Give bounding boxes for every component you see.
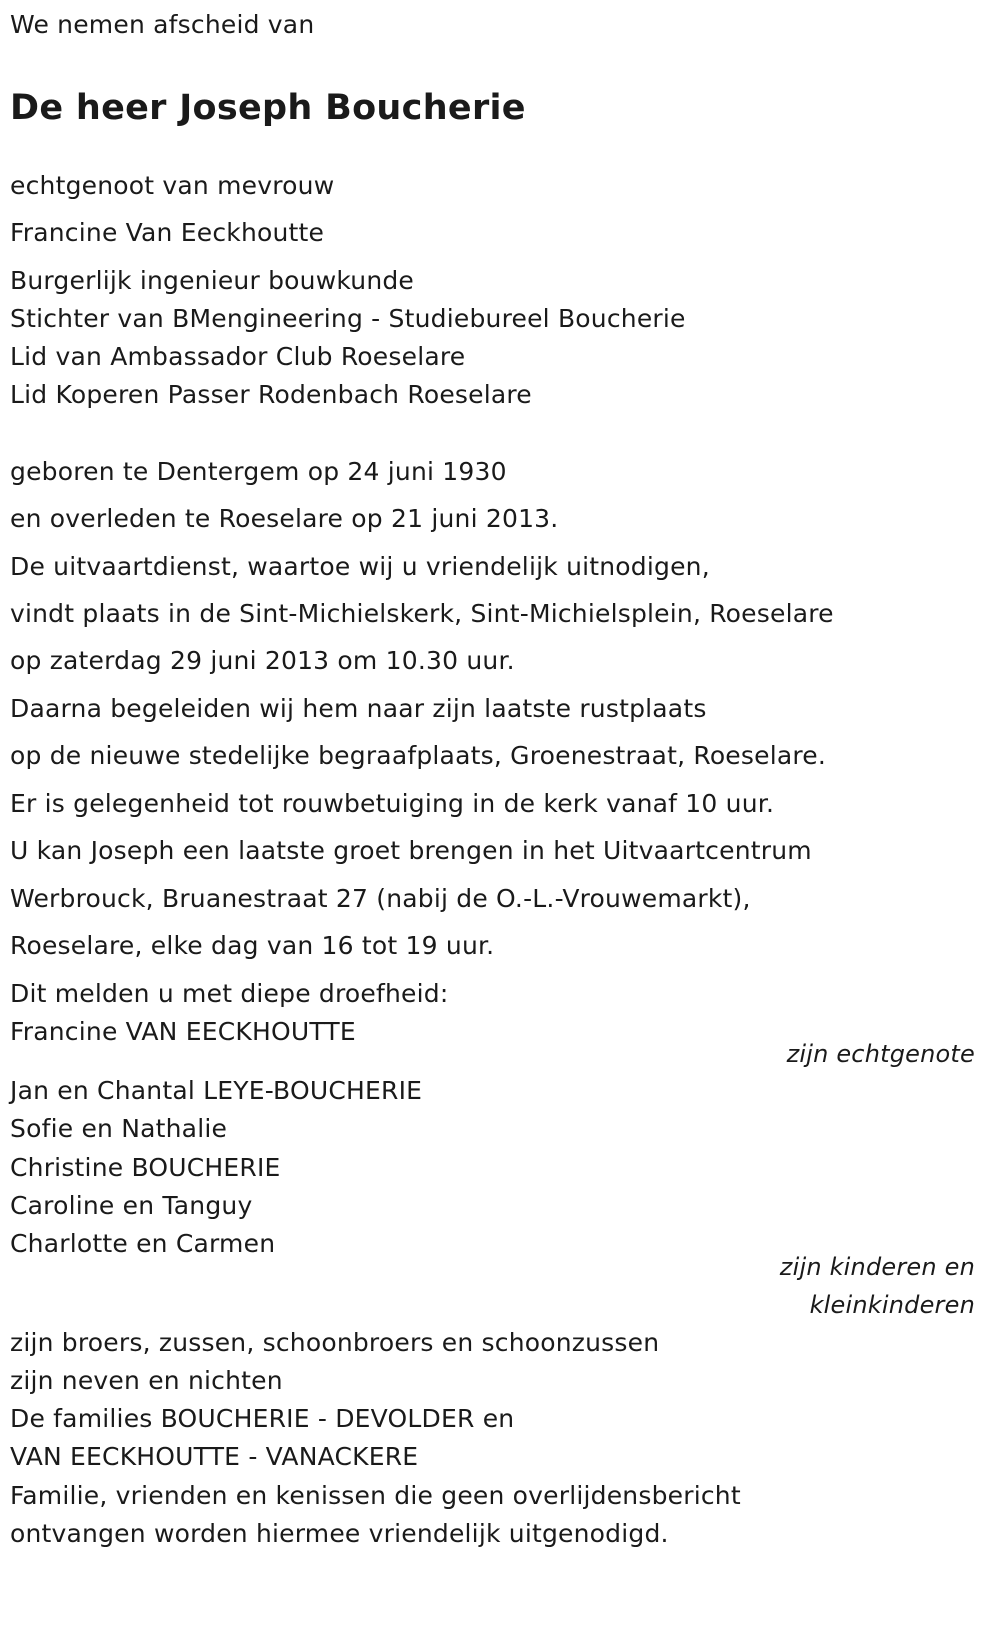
- death-line: en overleden te Roeselare op 21 juni 2013.: [10, 504, 559, 533]
- family-child-line: Caroline en Tanguy: [10, 1191, 253, 1220]
- funeral-line: op zaterdag 29 juni 2013 om 10.30 uur.: [10, 646, 515, 675]
- family-child-line: Jan en Chantal LEYE-BOUCHERIE: [10, 1076, 423, 1105]
- spouse-intro: echtgenoot van mevrouw: [10, 171, 335, 200]
- funeral-line: op de nieuwe stedelijke begraafplaats, Groenestraat, Roeselare.: [10, 741, 827, 770]
- family-child-line: Sofie en Nathalie: [10, 1114, 228, 1143]
- funeral-line: De uitvaartdienst, waartoe wij u vriendelijk uitnodigen,: [10, 552, 710, 581]
- funeral-line: U kan Joseph een laatste groet brengen in het Uitvaartcentrum: [10, 836, 812, 865]
- title-line: Lid Koperen Passer Rodenbach Roeselare: [10, 380, 532, 409]
- family-spouse: Francine VAN EECKHOUTTE: [10, 1017, 356, 1046]
- obituary-notice: [10, 0, 990, 1640]
- announce-line: Dit melden u met diepe droefheid:: [10, 979, 449, 1008]
- intro-text: We nemen afscheid van: [10, 10, 315, 39]
- deceased-name: De heer Joseph Boucherie: [10, 88, 526, 128]
- role-grandchildren: kleinkinderen: [809, 1291, 975, 1319]
- relatives-line: ontvangen worden hiermee vriendelijk uitgenodigd.: [10, 1519, 669, 1548]
- funeral-line: Daarna begeleiden wij hem naar zijn laatste rustplaats: [10, 694, 707, 723]
- role-children: zijn kinderen en: [779, 1253, 975, 1281]
- title-line: Lid van Ambassador Club Roeselare: [10, 342, 466, 371]
- relatives-line: Familie, vrienden en kenissen die geen overlijdensbericht: [10, 1481, 741, 1510]
- family-child-line: Charlotte en Carmen: [10, 1229, 276, 1258]
- title-line: Stichter van BMengineering - Studiebureel Boucherie: [10, 304, 686, 333]
- funeral-line: vindt plaats in de Sint-Michielskerk, Sint-Michielsplein, Roeselare: [10, 599, 834, 628]
- role-spouse: zijn echtgenote: [786, 1040, 975, 1068]
- relatives-line: De families BOUCHERIE - DEVOLDER en: [10, 1404, 515, 1433]
- funeral-line: Er is gelegenheid tot rouwbetuiging in de kerk vanaf 10 uur.: [10, 789, 775, 818]
- funeral-line: Werbrouck, Bruanestraat 27 (nabij de O.-L.-Vrouwemarkt),: [10, 884, 751, 913]
- funeral-line: Roeselare, elke dag van 16 tot 19 uur.: [10, 931, 495, 960]
- relatives-line: VAN EECKHOUTTE - VANACKERE: [10, 1442, 419, 1471]
- family-child-line: Christine BOUCHERIE: [10, 1153, 281, 1182]
- birth-line: geboren te Dentergem op 24 juni 1930: [10, 457, 507, 486]
- spouse-name: Francine Van Eeckhoutte: [10, 218, 325, 247]
- title-line: Burgerlijk ingenieur bouwkunde: [10, 266, 415, 295]
- relatives-line: zijn neven en nichten: [10, 1366, 283, 1395]
- relatives-line: zijn broers, zussen, schoonbroers en schoonzussen: [10, 1328, 660, 1357]
